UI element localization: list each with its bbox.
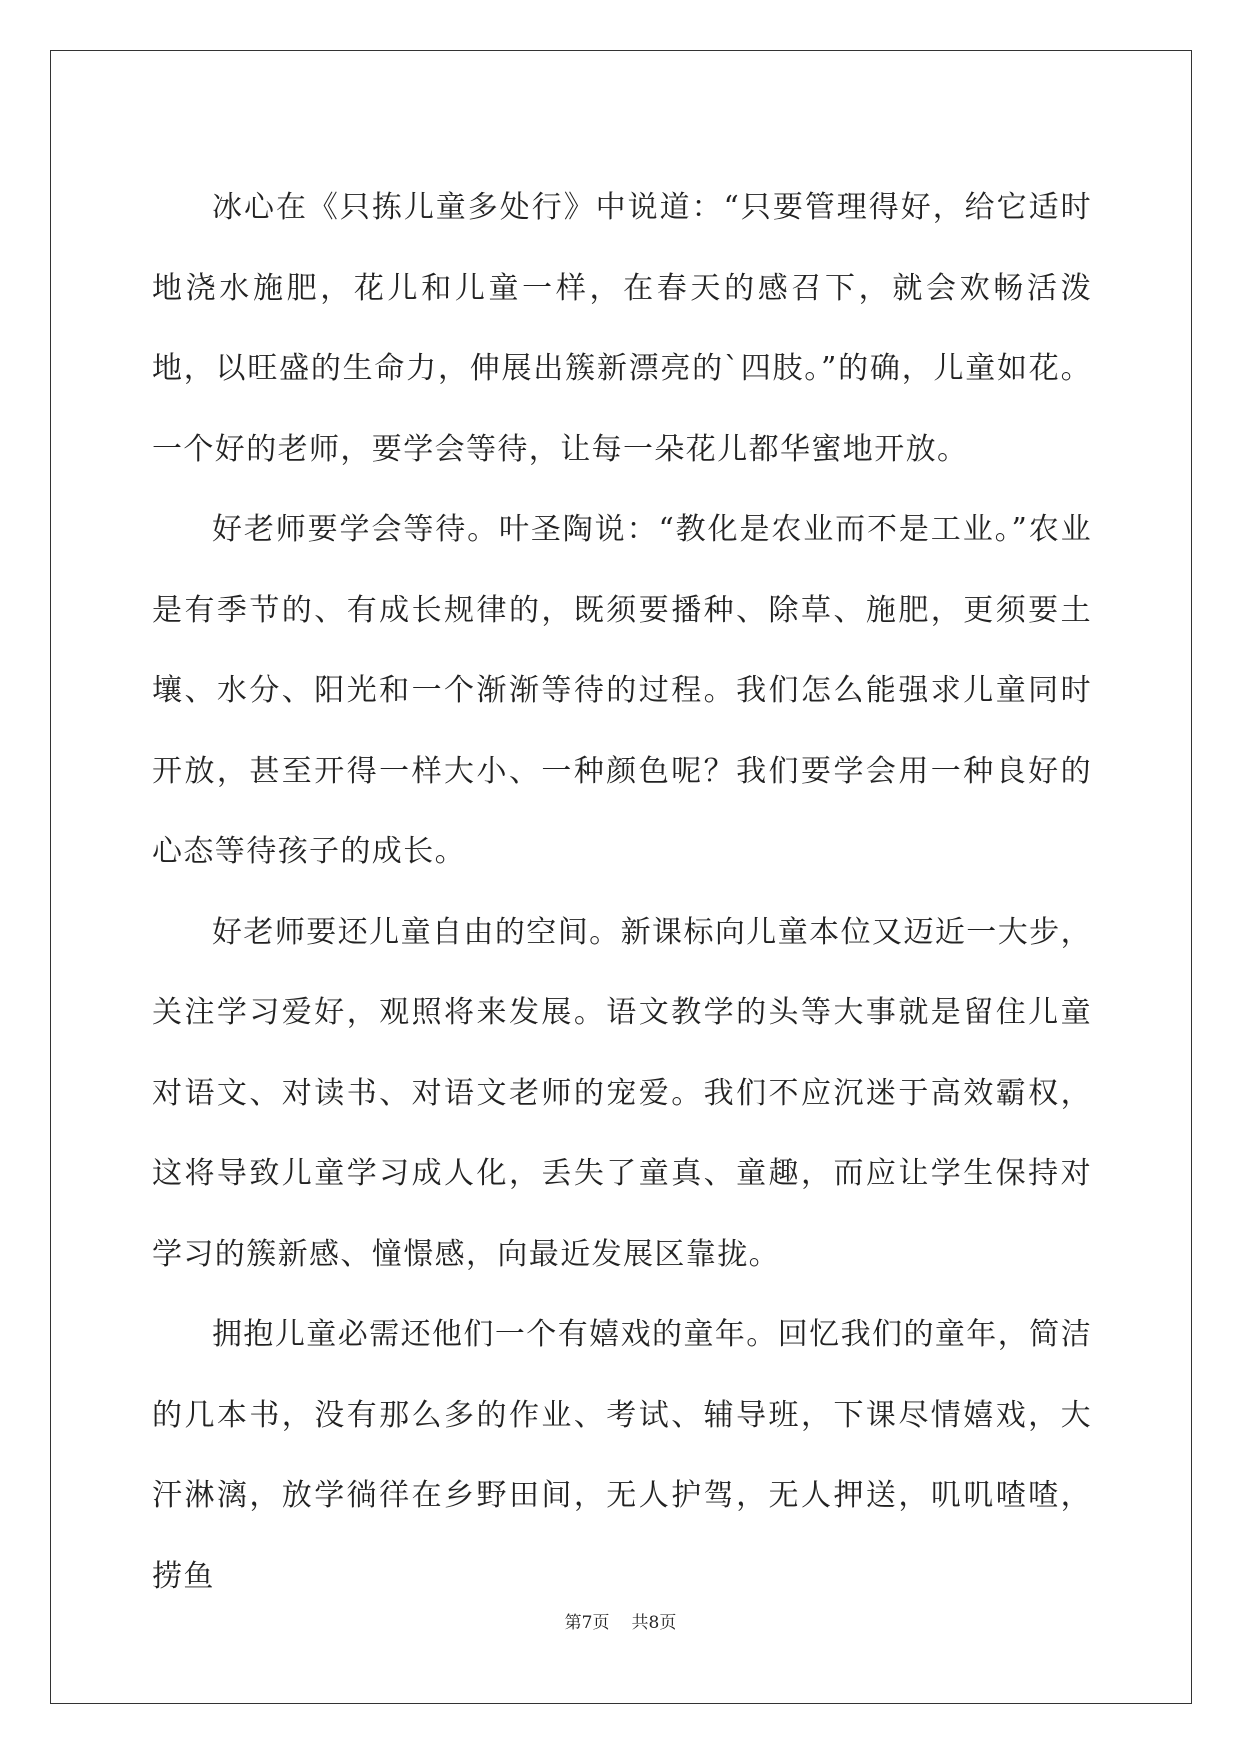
page-number: 第7页 [564,1613,610,1633]
document-body [152,168,1092,1617]
paragraph-1: 冰心在《只拣儿童多处行》中说道：“只要管理得好，给它适时地浇水施肥，花儿和儿童一样，在春天的感召下，就会欢畅活泼地，以旺盛的生命力，伸展出簇新漂亮的`四肢。”的确，儿童如花。一个好的老师，要学会等待，让每一朵花儿都华蜜地开放。 [152,190,1092,467]
page-total: 共8页 [631,1613,677,1633]
paragraph-3: 好老师要还儿童自由的空间。新课标向儿童本位又迈近一大步，关注学习爱好，观照将来发展。语文教学的头等大事就是留住儿童对语文、对读书、对语文老师的宠爱。我们不应沉迷于高效霸权，这将导致儿童学习成人化，丢失了童真、童趣，而应让学生保持对学习的簇新感、憧憬感，向最近发展区靠拢。 [152,914,1092,1272]
paragraph-2: 好老师要学会等待。叶圣陶说：“教化是农业而不是工业。”农业是有季节的、有成长规律的，既须要播种、除草、施肥，更须要土壤、水分、阳光和一个渐渐等待的过程。我们怎么能强求儿童同时开放，甚至开得一样大小、一种颜色呢？我们要学会用一种良好的心态等待孩子的成长。 [152,512,1092,869]
page-footer [0,1608,1241,1633]
paragraph-4: 拥抱儿童必需还他们一个有嬉戏的童年。回忆我们的童年，简洁的几本书，没有那么多的作业、考试、辅导班，下课尽情嬉戏，大汗淋漓，放学徜徉在乡野田间，无人护驾，无人押送，叽叽喳喳，捞鱼 [152,1317,1092,1594]
